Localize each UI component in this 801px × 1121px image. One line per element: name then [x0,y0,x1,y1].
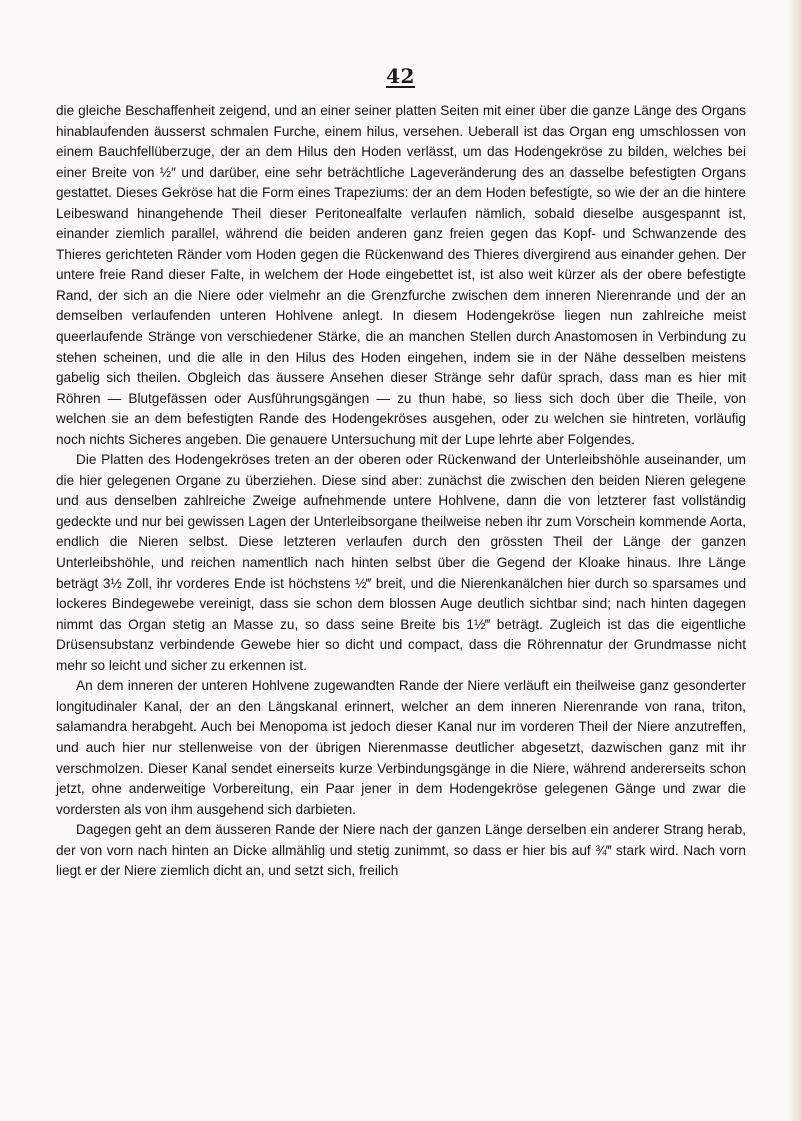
page-edge-shadow [787,0,801,1121]
body-text [56,101,746,882]
paragraph-1: die gleiche Beschaffenheit zeigend, und an einer seiner platten Seiten mit einer über die ganze Länge des Organs hinablaufenden äusserst schmalen Furche, einem hilus, versehen. Ueberall ist das Organ eng umschlossen von einem Bauchfellüberzuge, der an dem Hilus den Hoden verlässt, um das Hodengekröse zu bilden, welches bei einer Breite von ½″ und darüber, eine sehr beträchtliche Lageveränderung des an dasselbe befestigten Organs gestattet. Dieses Gekröse hat die Form eines Trapeziums: der an dem Hoden befestigte, so wie der an die hintere Leibeswand hinangehende Theil dieser Peritonealfalte verlaufen nämlich, sobald dieselbe ausgespannt ist, einander ziemlich parallel, während die beiden anderen ganz freien gegen das Kopf- und Schwanzende des Thieres gerichteten Ränder vom Hoden gegen die Rückenwand des Thieres divergirend aus einander gehen. Der untere freie Rand dieser Falte, in welchem der Hode eingebettet ist, ist also weit kürzer als der obere befestigte Rand, der sich an die Niere oder vielmehr an die Grenzfurche zwischen dem inneren Nierenrande und der an demselben verlaufenden unteren Hohlvene anlegt. In diesem Hodengekröse liegen nun zahlreiche meist queerlaufende Stränge von verschiedener Stärke, die an manchen Stellen durch Anastomosen in Verbindung zu stehen scheinen, und die alle in den Hilus des Hoden eingehen, indem sie in der Nähe desselben meistens gabelig sich theilen. Obgleich das äussere Ansehen dieser Stränge sehr dafür sprach, dass man es hier mit Röhren — Blutgefässen oder Ausführungsgängen — zu thun habe, so liess sich doch über die Theile, von welchen sie an dem befestigten Rande des Hodengekröses ausgehen, oder zu welchen sie hintreten, vorläufig noch nichts Sicheres angeben. Die genauere Untersuchung mit der Lupe lehrte aber Folgendes. [56,103,746,447]
paragraph-4: Dagegen geht an dem äusseren Rande der Niere nach der ganzen Länge derselben ein anderer Strang herab, der von vorn nach hinten an Dicke allmählig und stetig zunimmt, so dass er hier bis auf ¾‴ stark wird. Nach vorn liegt er der Niere ziemlich dicht an, und setzt sich, freilich [56,822,746,879]
paragraph-2: Die Platten des Hodengekröses treten an der oberen oder Rückenwand der Unterleibshöhle auseinander, um die hier gelegenen Organe zu überziehen. Diese sind aber: zunächst die zwischen den beiden Nieren gelegene und aus denselben zahlreiche Zweige aufnehmende untere Hohlvene, dann die von letzterer fast vollständig gedeckte und nur bei gewissen Lagen der Unterleibsorgane theilweise neben ihr zum Vorschein kommende Aorta, endlich die Nieren selbst. Diese letzteren verlaufen durch den grössten Theil der Länge der ganzen Unterleibshöhle, und reichen namentlich nach hinten selbst über die Gegend der Kloake hinaus. Ihre Länge beträgt 3½ Zoll, ihr vorderes Ende ist höchstens ½‴ breit, und die Nierenkanälchen hier durch so sparsames und lockeres Bindegewebe vereinigt, dass sie schon dem blossen Auge deutlich sichtbar sind; nach hinten dagegen nimmt das Organ stetig an Masse zu, so dass seine Breite bis 1½‴ beträgt. Zugleich ist das die eigentliche Drüsensubstanz verbindende Gewebe hier so dicht und compact, dass die Röhrennatur der Grundmasse nicht mehr so leicht und sicher zu erkennen ist. [56,452,746,673]
paragraph-3: An dem inneren der unteren Hohlvene zugewandten Rande der Niere verläuft ein theilweise ganz gesonderter longitudinaler Kanal, der an den Längskanal erinnert, welcher an dem inneren Nierenrande von rana, triton, salamandra herabgeht. Auch bei Menopoma ist jedoch dieser Kanal nur im vorderen Theil der Niere anzutreffen, und auch hier nur stellenweise von der übrigen Nierenmasse deutlicher abgesetzt, dazwischen ganz mit ihr verschmolzen. Dieser Kanal sendet einerseits kurze Verbindungsgänge in die Niere, während andererseits schon jetzt, ohne anderweitige Vorbereitung, ein Paar jener in dem Hodengekröse gelegenen Gänge und zwar die vordersten als von ihm ausgehend sich darbieten. [56,678,746,817]
page-number: 42 [386,64,415,88]
